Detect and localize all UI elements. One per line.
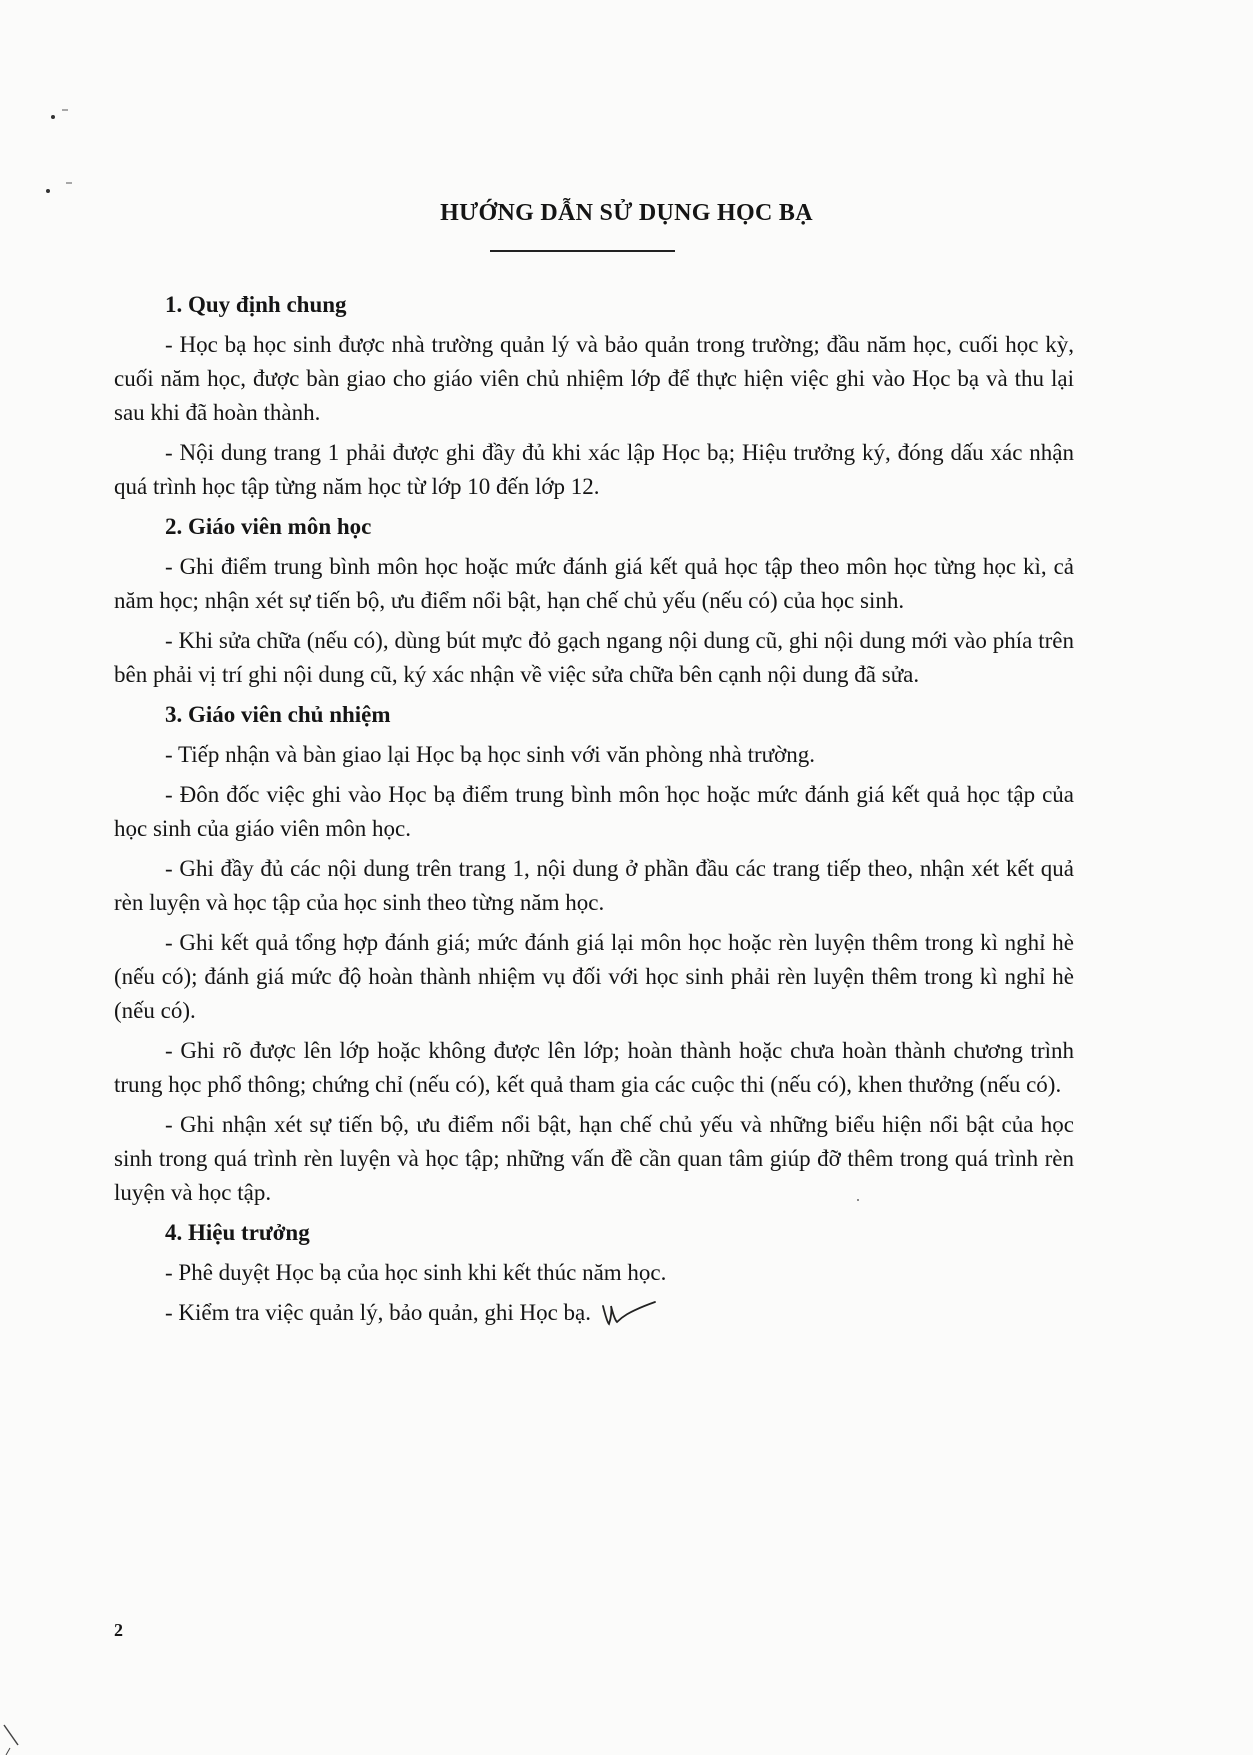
paragraph: - Ghi nhận xét sự tiến bộ, ưu điểm nổi bật, hạn chế chủ yếu và những biểu hiện nổi bật của học sinh trong quá trình rèn luyện và học tập; những vấn đề cần quan tâm giúp đỡ thêm trong quá trình rèn luyện và học tập.: [114, 1112, 1074, 1205]
paragraph: - Khi sửa chữa (nếu có), dùng bút mực đỏ gạch ngang nội dung cũ, ghi nội dung mới vào phía trên bên phải vị trí ghi nội dung cũ, ký xác nhận về việc sửa chữa bên cạnh nội dung đã sửa.: [114, 628, 1074, 687]
section-homeroom-teacher: [114, 698, 1074, 1210]
paragraph-text: - Kiểm tra việc quản lý, bảo quản, ghi Học bạ.: [165, 1300, 592, 1325]
document-body: [114, 288, 1074, 1336]
paragraph: - Nội dung trang 1 phải được ghi đầy đủ khi xác lập Học bạ; Hiệu trưởng ký, đóng dấu xác nhận quá trình học tập từng năm học từ lớp 10 đến lớp 12.: [114, 440, 1074, 499]
section-general: [114, 288, 1074, 504]
title-underline: [490, 250, 675, 252]
section-principal: [114, 1216, 1074, 1330]
paragraph: - Tiếp nhận và bàn giao lại Học bạ học sinh với văn phòng nhà trường.: [165, 742, 816, 767]
document-title: HƯỚNG DẪN SỬ DỤNG HỌC BẠ: [440, 200, 813, 226]
page-number: 2: [114, 1620, 123, 1640]
paragraph: - Ghi kết quả tổng hợp đánh giá; mức đánh giá lại môn học hoặc rèn luyện thêm trong kì nghỉ hè (nếu có); đánh giá mức độ hoàn thành nhiệm vụ đối với học sinh phải rèn luyện thêm trong kì nghỉ hè (nếu có).: [114, 930, 1074, 1023]
paragraph: - Đôn đốc việc ghi vào Học bạ điểm trung bình môn học hoặc mức đánh giá kết quả học tập của học sinh của giáo viên môn học.: [114, 782, 1074, 841]
section-heading: 2. Giáo viên môn học: [165, 514, 372, 539]
section-heading: 3. Giáo viên chủ nhiệm: [165, 702, 391, 727]
paragraph: - Học bạ học sinh được nhà trường quản lý và bảo quản trong trường; đầu năm học, cuối học kỳ, cuối năm học, được bàn giao cho giáo viên chủ nhiệm lớp để thực hiện việc ghi vào Học bạ và thu lại sau khi đã hoàn thành.: [114, 332, 1074, 425]
paragraph: - Ghi điểm trung bình môn học hoặc mức đánh giá kết quả học tập theo môn học từng học kì, cả năm học; nhận xét sự tiến bộ, ưu điểm nổi bật, hạn chế chủ yếu (nếu có) của học sinh.: [114, 554, 1074, 613]
paragraph-with-signature: [114, 1296, 1074, 1330]
paragraph: - Ghi rõ được lên lớp hoặc không được lên lớp; hoàn thành hoặc chưa hoàn thành chương trình trung học phổ thông; chứng chỉ (nếu có), kết quả tham gia các cuộc thi (nếu có), khen thưởng (nếu có).: [114, 1038, 1074, 1097]
handwritten-initial: [599, 1300, 659, 1330]
section-heading: 4. Hiệu trưởng: [165, 1220, 310, 1245]
paragraph: - Ghi đầy đủ các nội dung trên trang 1, nội dung ở phần đầu các trang tiếp theo, nhận xét kết quả rèn luyện và học tập của học sinh theo từng năm học.: [114, 856, 1074, 915]
section-heading: 1. Quy định chung: [165, 292, 347, 317]
paragraph: - Phê duyệt Học bạ của học sinh khi kết thúc năm học.: [165, 1260, 667, 1285]
section-subject-teacher: [114, 510, 1074, 692]
